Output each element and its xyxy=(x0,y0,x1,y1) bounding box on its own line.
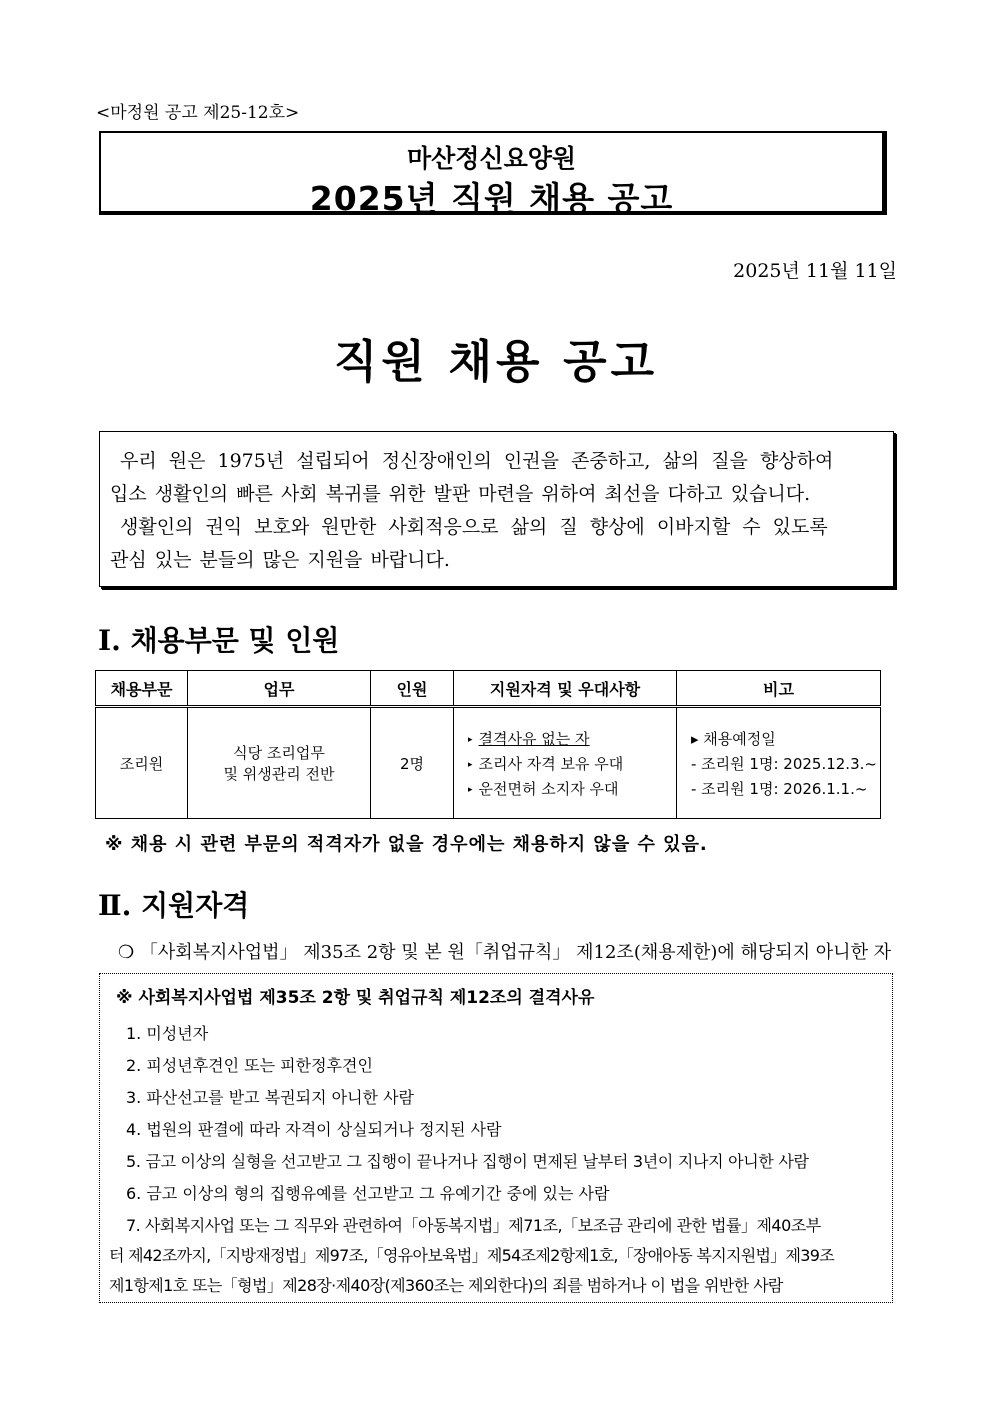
table-header-cell: 채용부문 xyxy=(96,671,188,707)
remarks-line: ▸ 채용예정일 xyxy=(691,729,776,748)
qualification-item: ▸ 운전면허 소지자 우대 xyxy=(468,779,619,798)
department-cell: 조리원 xyxy=(96,707,188,819)
remarks-cell xyxy=(677,707,881,819)
list-item: 2. 피성년후견인 또는 피한정후견인 xyxy=(126,1056,373,1075)
table-header-cell: 인원 xyxy=(371,671,454,707)
qualification-cell xyxy=(454,707,677,819)
intro-line: 우리 원은 1975년 설립되어 정신장애인의 인권을 존중하고, 삶의 질을 향상하여 xyxy=(120,450,834,472)
intro-line: 관심 있는 분들의 많은 지원을 바랍니다. xyxy=(110,549,450,571)
recruitment-table xyxy=(95,670,881,819)
intro-line: 입소 생활인의 빠른 사회 복귀를 위한 발판 마련을 위하여 최선을 다하고 있습니다. xyxy=(110,483,811,505)
list-item-continued: 제1항제1호 또는「형법」제28장·제40장(제360조는 제외한다)의 죄를 범하거나 이 법을 위반한 사람 xyxy=(109,1276,783,1295)
intro-line: 생활인의 권익 보호와 원만한 사회적응으로 삶의 질 향상에 이바지할 수 있도록 xyxy=(120,516,828,538)
qualification-item: ▸ 결격사유 없는 자 xyxy=(468,729,590,748)
page-heading: 직원 채용 공고 xyxy=(333,335,659,388)
notice-number: <마정원 공고 제25-12호> xyxy=(96,103,300,123)
bullet-icon: ▸ xyxy=(468,784,473,795)
list-item: 1. 미성년자 xyxy=(126,1024,209,1043)
remarks-line: - 조리원 1명: 2025.12.3.~ xyxy=(691,754,877,773)
table-header-row xyxy=(96,671,881,707)
list-item: 4. 법원의 판결에 따라 자격이 상실되거나 정지된 사람 xyxy=(126,1120,502,1139)
remarks-line: - 조리원 1명: 2026.1.1.~ xyxy=(691,779,868,798)
section-1-title: Ⅰ. 채용부문 및 인원 xyxy=(98,624,340,657)
table-header-cell: 지원자격 및 우대사항 xyxy=(454,671,677,707)
notice-date: 2025년 11월 11일 xyxy=(733,260,897,282)
section-2-title: Ⅱ. 지원자격 xyxy=(98,889,250,922)
qualification-statement: ❍ 「사회복지사업법」 제35조 2항 및 본 원「취업규칙」 제12조(채용제한)에 해당되지 아니한 자 xyxy=(118,942,892,963)
table-header-cell: 비고 xyxy=(677,671,881,707)
table-header-cell: 업무 xyxy=(188,671,371,707)
table-row xyxy=(96,707,881,819)
notice-title: 2025년 직원 채용 공고 xyxy=(309,179,674,218)
list-item: 7. 사회복지사업 또는 그 직무와 관련하여「아동복지법」제71조,「보조금 관리에 관한 법률」제40조부 xyxy=(126,1216,821,1235)
title-box xyxy=(99,131,887,218)
bullet-icon: ▸ xyxy=(468,734,473,745)
count-cell: 2명 xyxy=(371,707,454,819)
disqualification-box xyxy=(99,973,893,1303)
list-item-continued: 터 제42조까지,「지방재정법」제97조,「영유아보육법」제54조제2항제1호,「장애아동 복지지원법」제39조 xyxy=(109,1246,834,1265)
list-item: 5. 금고 이상의 실형을 선고받고 그 집행이 끝나거나 집행이 면제된 날부터 3년이 지나지 아니한 사람 xyxy=(126,1152,809,1171)
duty-line: 및 위생관리 전반 xyxy=(223,765,335,783)
table-note: ※ 채용 시 관련 부문의 적격자가 없을 경우에는 채용하지 않을 수 있음. xyxy=(105,834,708,855)
org-name: 마산정신요양원 xyxy=(406,144,577,173)
bullet-icon: ▸ xyxy=(468,759,473,770)
intro-box xyxy=(99,431,894,587)
list-item: 3. 파산선고를 받고 복권되지 아니한 사람 xyxy=(126,1088,414,1107)
list-item: 6. 금고 이상의 형의 집행유예를 선고받고 그 유예기간 중에 있는 사람 xyxy=(126,1184,610,1203)
disqualification-title: ※ 사회복지사업법 제35조 2항 및 취업규칙 제12조의 결격사유 xyxy=(116,988,595,1008)
duty-cell xyxy=(188,707,371,819)
duty-line: 식당 조리업무 xyxy=(233,744,325,762)
qualification-item: ▸ 조리사 자격 보유 우대 xyxy=(468,754,624,773)
